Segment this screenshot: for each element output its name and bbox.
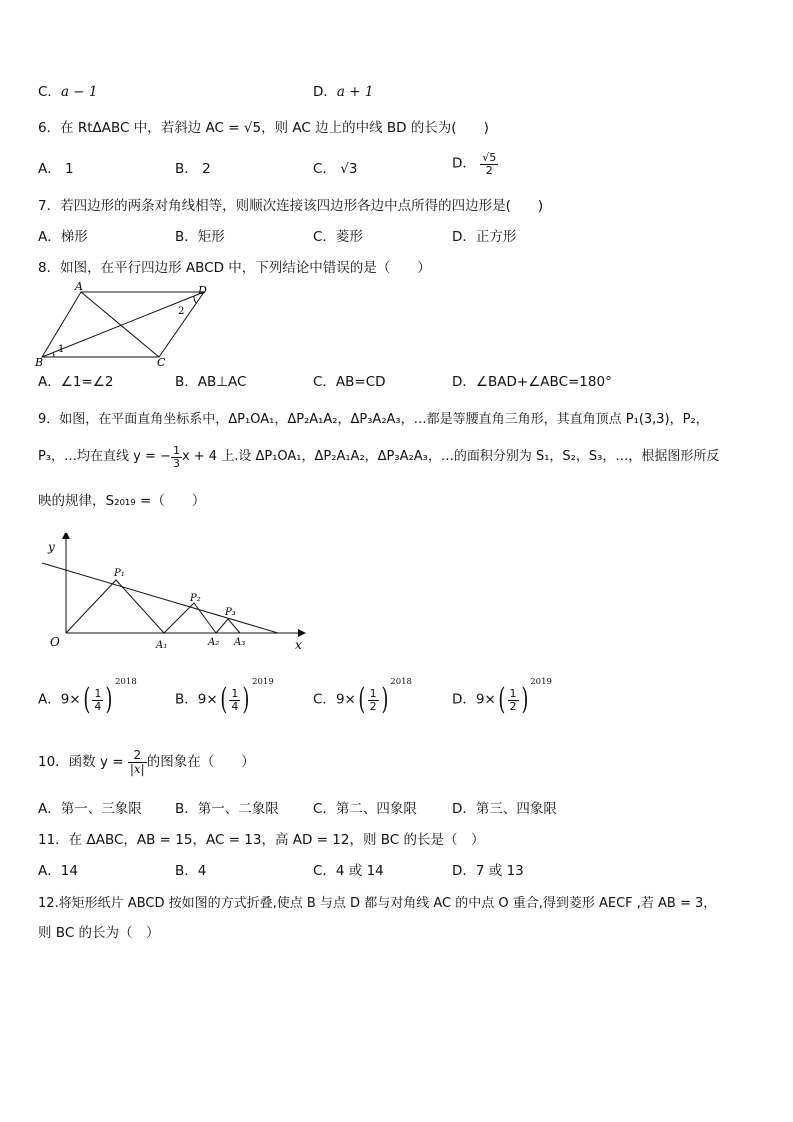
option-label: A． (38, 691, 61, 708)
option-value: a − 1 (60, 84, 98, 100)
q7-option-d[interactable]: D．正方形 (452, 229, 517, 245)
exponent: 2019 (252, 677, 274, 687)
q11-question: 11．在 ΔABC，AB = 15，AC = 13，高 AD = 12，则 BC 的长是（ ） (38, 832, 485, 848)
q10-option-c[interactable]: C．第二、四象限 (313, 801, 417, 817)
option-value: 2 (202, 161, 211, 177)
fraction-numerator: 1 (509, 686, 517, 700)
label-b: B (35, 356, 44, 368)
option-label: C． (313, 691, 336, 708)
fraction (171, 445, 182, 469)
q11-option-b[interactable]: B．4 (175, 863, 207, 879)
fraction-denominator: 2 (485, 163, 493, 177)
q11-option-d[interactable]: D．7 或 13 (452, 863, 524, 879)
q8-option-c[interactable]: C．AB=CD (313, 374, 386, 390)
option-label: D． (452, 691, 476, 708)
q9-option-d[interactable] (452, 678, 552, 715)
q9-option-a[interactable] (38, 678, 137, 715)
exponent: 2018 (390, 677, 412, 687)
q9-question-line2 (38, 440, 719, 475)
fraction (508, 688, 519, 712)
q8-option-a[interactable]: A．∠1=∠2 (38, 374, 114, 390)
option-coef: 9× (60, 691, 81, 708)
q10-suffix: 的图象在（ ） (146, 754, 255, 770)
a3-label: A₃ (234, 637, 246, 648)
coordinate-figure (40, 533, 312, 653)
line-graph (42, 563, 278, 633)
p2-label: P₂ (190, 593, 201, 604)
q6-option-c[interactable] (313, 163, 357, 177)
q8-option-d[interactable]: D．∠BAD+∠ABC=180° (452, 374, 612, 390)
diagonal-ac (81, 292, 159, 357)
fraction-numerator: 1 (94, 686, 102, 700)
angle2-label: 2 (178, 306, 185, 317)
option-label: B． (175, 691, 198, 708)
y-axis-arrow (62, 533, 70, 539)
right-paren-icon: ) (105, 682, 113, 717)
q5-option-c[interactable] (38, 86, 97, 100)
origin-label: O (50, 635, 60, 649)
q6-question: 6．在 RtΔABC 中，若斜边 AC = √5，则 AC 边上的中线 BD 的长为( ) (38, 120, 489, 136)
fraction-denominator: 2 (369, 699, 377, 713)
p1-label: P₁ (114, 568, 125, 579)
q11-option-c[interactable]: C．4 或 14 (313, 863, 384, 879)
fraction-numerator: 1 (369, 686, 377, 700)
x-label: x (295, 638, 302, 652)
q10-option-b[interactable]: B．第一、二象限 (175, 801, 279, 817)
fraction-numerator: 2 (128, 749, 147, 763)
fraction (92, 688, 103, 712)
q9-question-line1: 9．如图，在平面直角坐标系中，ΔP₁OA₁，ΔP₂A₁A₂，ΔP₃A₂A₃，…都是等腰直角三角形，其直角顶点 P₁(3,3)，P₂， (38, 412, 709, 427)
exponent: 2018 (115, 677, 137, 687)
q9-line2-end: x + 4 上.设 ΔP₁OA₁，ΔP₂A₁A₂，ΔP₃A₂A₃，…的面积分别为 S₁，S₂，S₃，…，根据图形所反 (181, 449, 720, 464)
q6-option-d[interactable] (452, 152, 498, 176)
q6-option-a[interactable] (38, 163, 74, 177)
fraction-numerator: √5 (482, 151, 497, 164)
q10-prefix: 10．函数 y = (38, 754, 124, 770)
q10-option-d[interactable]: D．第三、四象限 (452, 801, 557, 817)
q12-question-line1: 12.将矩形纸片 ABCD 按如图的方式折叠,使点 B 与点 D 都与对角线 AC 的中点 O 重合,得到菱形 AECF ,若 AB = 3， (38, 896, 717, 911)
q9-option-b[interactable] (175, 678, 274, 715)
angle1-label: 1 (58, 344, 65, 355)
option-label: B． (175, 161, 198, 177)
q10-question (38, 745, 255, 779)
right-paren-icon: ) (242, 682, 250, 717)
fraction-denominator: |x| (129, 761, 145, 776)
label-c: C (157, 356, 166, 368)
left-paren-icon: ( (498, 682, 506, 717)
option-coef: 9× (475, 691, 496, 708)
option-label: D． (313, 84, 337, 100)
a2-label: A₂ (208, 637, 220, 648)
left-paren-icon: ( (83, 682, 91, 717)
label-d: D (198, 284, 207, 297)
q7-option-a[interactable]: A．梯形 (38, 229, 88, 245)
fraction (368, 688, 379, 712)
fraction-denominator: 4 (231, 699, 239, 713)
parallelogram-figure (34, 282, 219, 368)
option-label: C． (313, 161, 336, 177)
a1-label: A₁ (156, 640, 168, 651)
triangle-1 (66, 580, 164, 633)
fraction-numerator: 1 (172, 443, 180, 457)
option-value: 1 (65, 161, 74, 177)
q7-option-c[interactable]: C．菱形 (313, 229, 363, 245)
p3-label: P₃ (225, 607, 236, 618)
label-a: A (75, 282, 83, 293)
q8-question: 8．如图，在平行四边形 ABCD 中，下列结论中错误的是（ ） (38, 260, 431, 276)
q11-option-a[interactable]: A．14 (38, 863, 78, 879)
q7-question: 7．若四边形的两条对角线相等，则顺次连接该四边形各边中点所得的四边形是( ) (38, 198, 544, 214)
right-paren-icon: ) (380, 682, 388, 717)
fraction-denominator: 3 (172, 456, 180, 470)
option-coef: 9× (197, 691, 218, 708)
option-label: D． (452, 155, 476, 172)
fraction-denominator: 2 (509, 699, 517, 713)
fraction (128, 749, 147, 775)
q10-option-a[interactable]: A．第一、三象限 (38, 801, 142, 817)
q5-option-d[interactable] (313, 86, 373, 100)
left-paren-icon: ( (358, 682, 366, 717)
fraction-denominator: 4 (94, 699, 102, 713)
left-paren-icon: ( (220, 682, 228, 717)
option-label: A． (38, 161, 61, 177)
fraction (480, 152, 498, 176)
option-label: C． (38, 84, 61, 100)
triangle-2 (164, 603, 216, 633)
option-value: √3 (340, 161, 358, 177)
fraction-numerator: 1 (231, 686, 239, 700)
q8-option-b[interactable]: B．AB⊥AC (175, 374, 247, 390)
diagonal-bd (42, 292, 204, 357)
q9-question-line3: 映的规律，S₂₀₁₉ =（ ） (38, 493, 206, 509)
q9-option-c[interactable] (313, 678, 412, 715)
fraction (229, 688, 240, 712)
right-paren-icon: ) (520, 682, 528, 717)
x-axis-arrow (298, 629, 306, 637)
option-value: a + 1 (336, 84, 374, 100)
q12-question-line2: 则 BC 的长为（ ） (38, 925, 160, 941)
angle2-arc (194, 296, 196, 303)
y-label: y (48, 540, 55, 554)
q7-option-b[interactable]: B．矩形 (175, 229, 225, 245)
q6-option-b[interactable] (175, 163, 211, 177)
exponent: 2019 (530, 677, 552, 687)
q9-line2-start: P₃，…均在直线 y = − (38, 449, 171, 464)
option-coef: 9× (335, 691, 356, 708)
